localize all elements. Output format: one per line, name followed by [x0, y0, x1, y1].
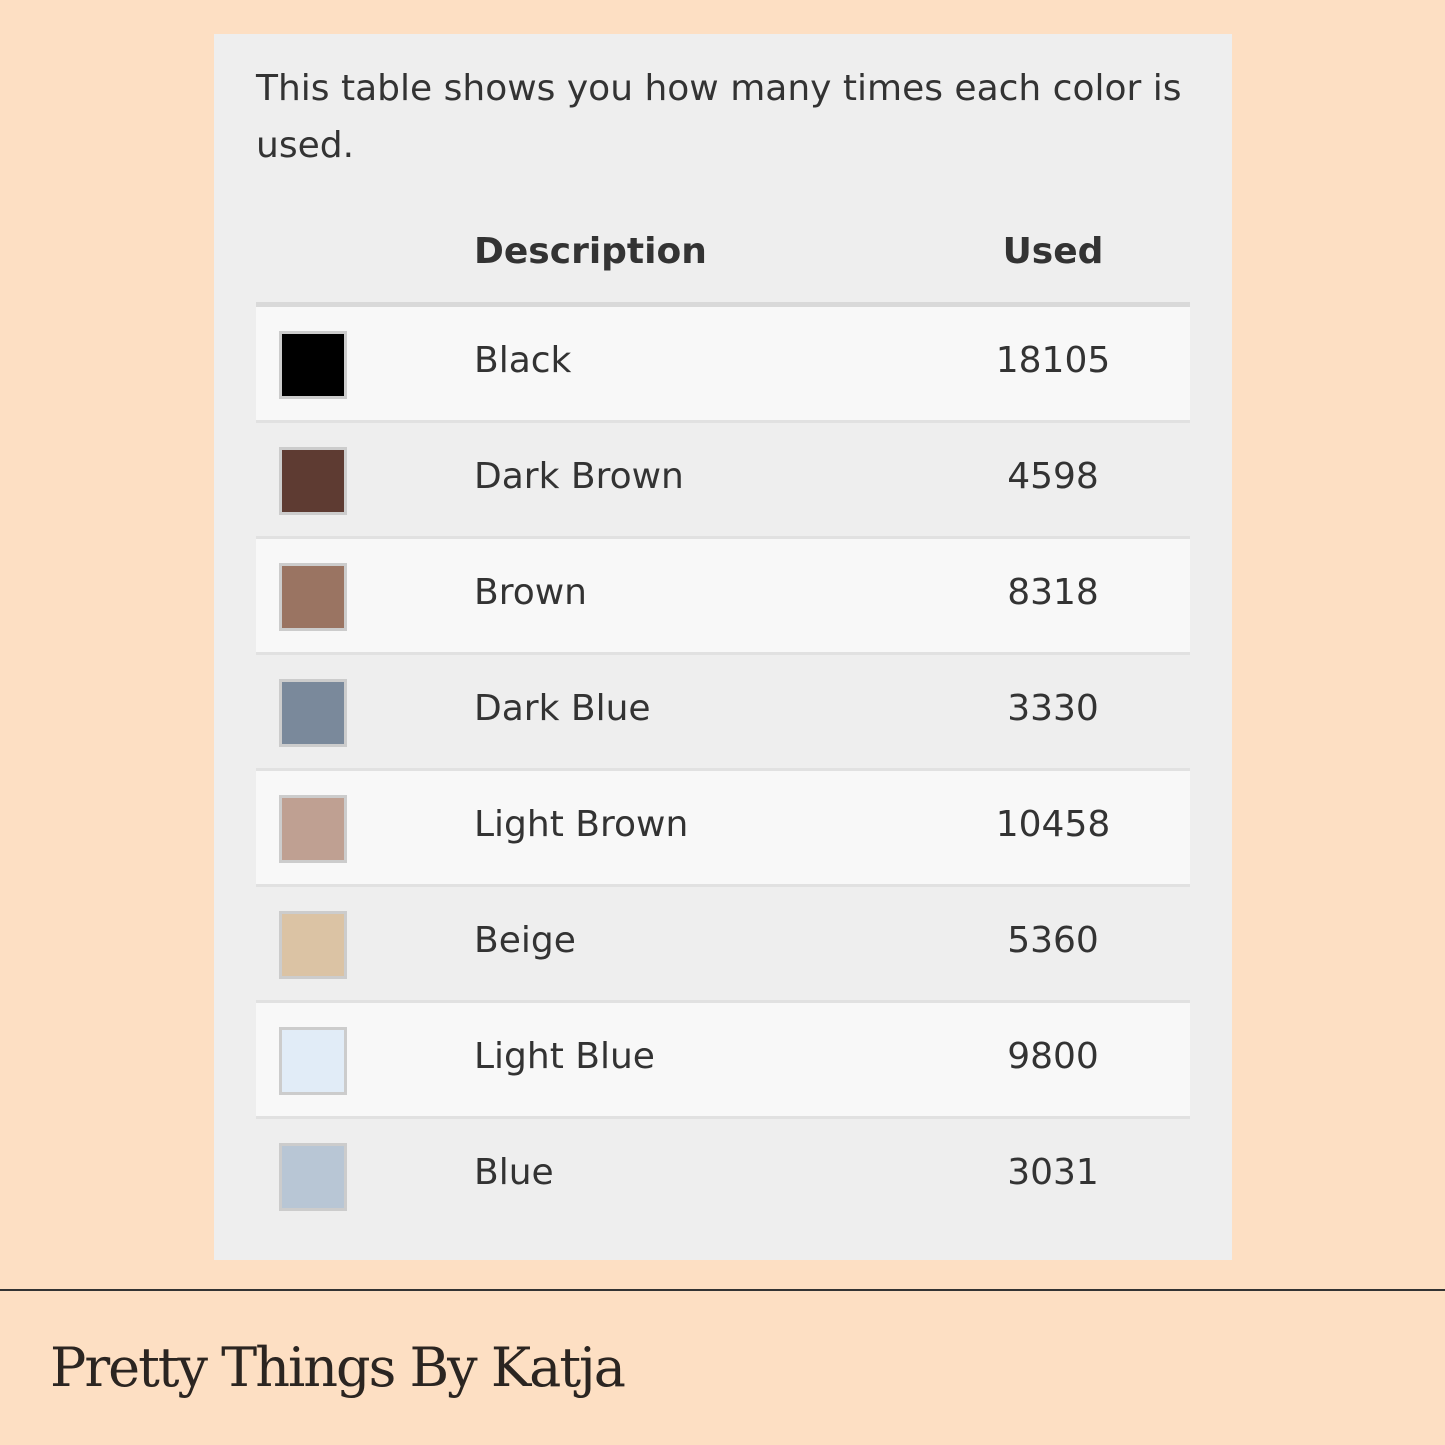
- row-used-count: 9800: [1007, 1036, 1099, 1077]
- row-description: Beige: [474, 920, 576, 961]
- color-swatch: [279, 447, 347, 515]
- row-used-count: 3031: [1007, 1152, 1099, 1193]
- row-used-count: 10458: [995, 804, 1111, 845]
- footer-divider: [0, 1289, 1445, 1291]
- color-swatch: [279, 795, 347, 863]
- row-description: Brown: [474, 572, 587, 613]
- row-used-count: 3330: [1007, 688, 1099, 729]
- row-used-count: 5360: [1007, 920, 1099, 961]
- row-description: Dark Brown: [474, 456, 684, 497]
- color-swatch: [279, 1143, 347, 1211]
- row-description: Light Blue: [474, 1036, 655, 1077]
- table-row: [256, 1119, 1190, 1232]
- intro-text: This table shows you how many times each color is used.: [256, 68, 1182, 166]
- table-row: [256, 887, 1190, 1003]
- row-description: Light Brown: [474, 804, 689, 845]
- brand-name: Pretty Things By Katja: [50, 1336, 624, 1399]
- row-used-count: 4598: [1007, 456, 1099, 497]
- row-description: Blue: [474, 1152, 554, 1193]
- table-row: [256, 423, 1190, 539]
- table-header: [256, 220, 1190, 307]
- color-swatch: [279, 1027, 347, 1095]
- color-swatch: [279, 679, 347, 747]
- table-row: [256, 539, 1190, 655]
- table-row: [256, 307, 1190, 423]
- row-used-count: 8318: [1007, 572, 1099, 613]
- color-swatch: [279, 563, 347, 631]
- table-row: [256, 771, 1190, 887]
- color-swatch: [279, 911, 347, 979]
- table-row: [256, 655, 1190, 771]
- row-description: Black: [474, 340, 572, 381]
- color-usage-panel: [214, 34, 1232, 1260]
- color-swatch: [279, 331, 347, 399]
- table-row: [256, 1003, 1190, 1119]
- color-usage-table: [256, 220, 1190, 1232]
- row-description: Dark Blue: [474, 688, 651, 729]
- header-description: Description: [474, 231, 707, 272]
- row-used-count: 18105: [995, 340, 1111, 381]
- header-used: Used: [1002, 231, 1104, 272]
